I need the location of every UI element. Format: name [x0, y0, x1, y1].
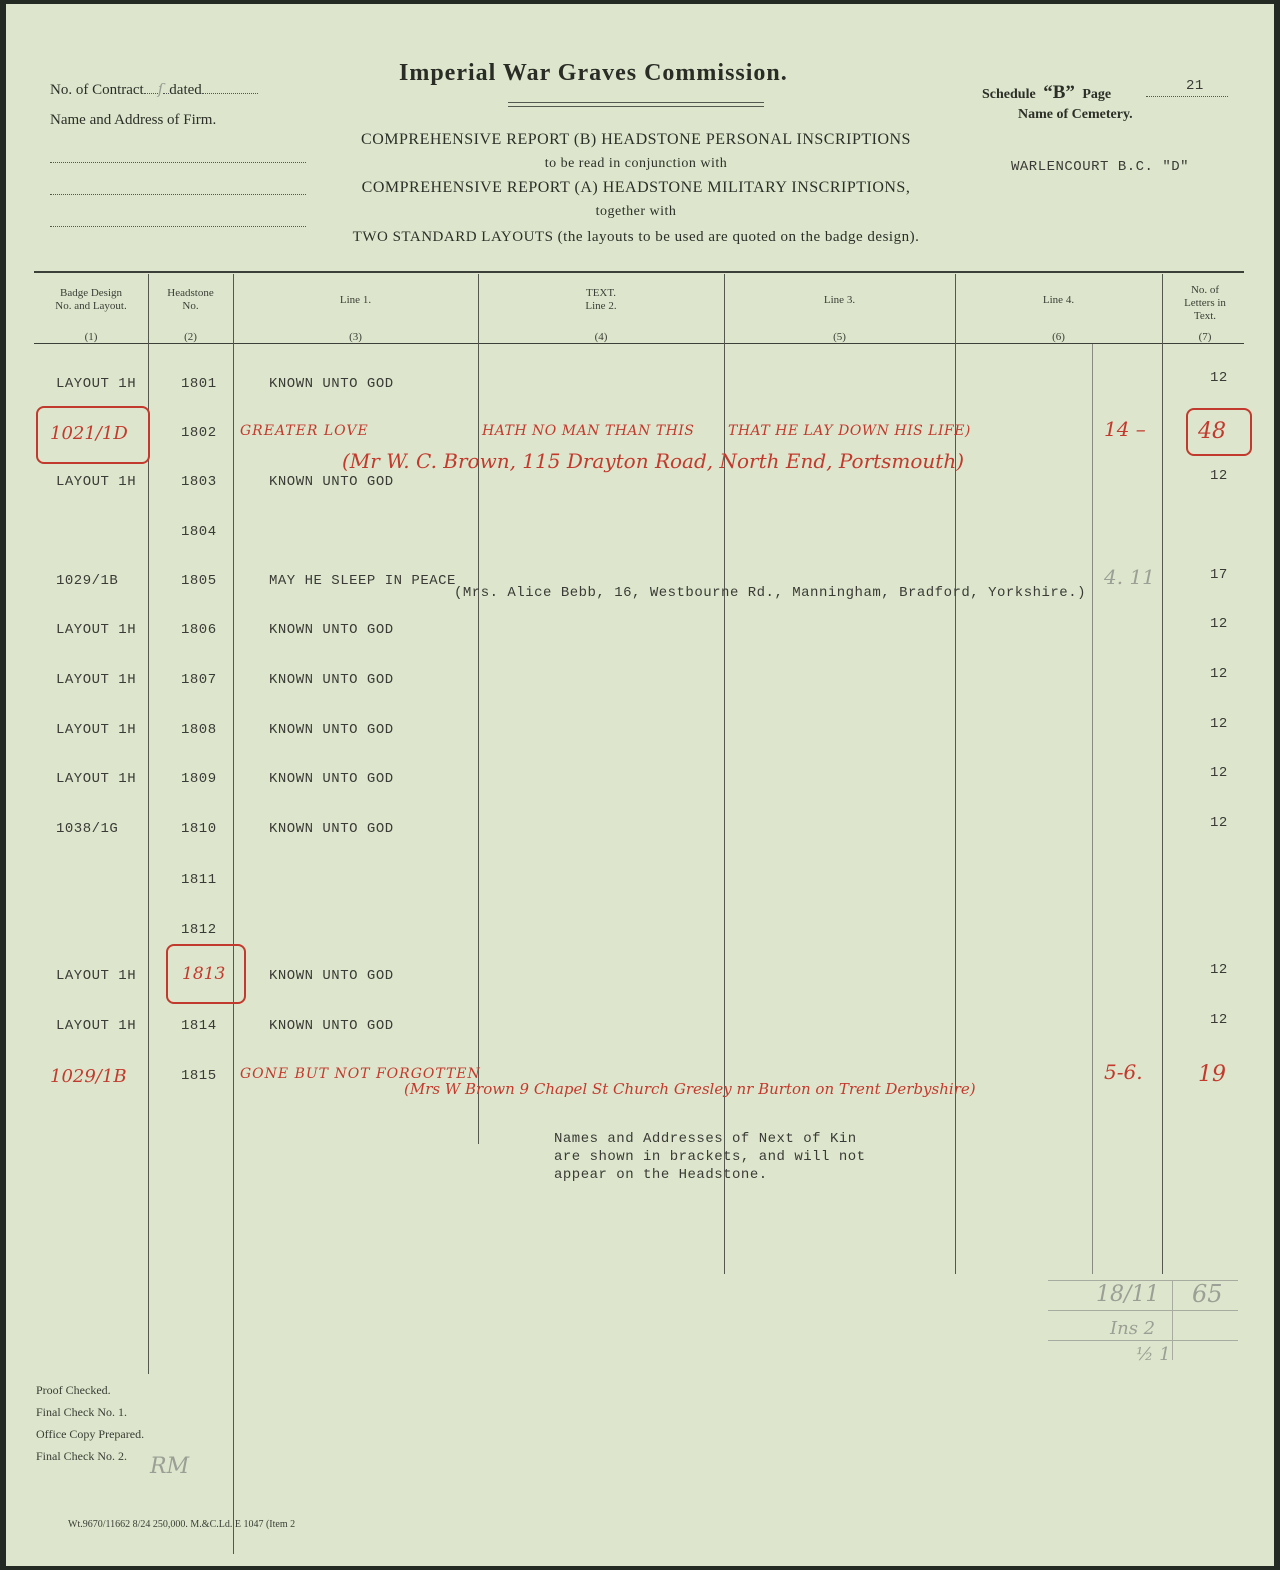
document-sheet	[6, 4, 1274, 1566]
column-number-7: (7)	[1198, 331, 1212, 343]
column-number-1: (1)	[84, 331, 98, 343]
contract-label: No. of Contract	[50, 82, 144, 98]
letter-count: 12	[1210, 962, 1228, 978]
column-header-1: Badge Design No. and Layout.	[55, 287, 127, 312]
table-header-rule	[34, 343, 1244, 344]
column-header-6: Line 4.	[1042, 294, 1075, 306]
badge-design: LAYOUT 1H	[56, 771, 137, 787]
cemetery-label: Name of Cemetery.	[1018, 107, 1133, 122]
badge-design: LAYOUT 1H	[56, 722, 137, 738]
headstone-number: 1805	[181, 573, 217, 589]
text-line-3: THAT HE LAY DOWN HIS LIFE)	[728, 423, 971, 439]
headstone-number: 1815	[181, 1068, 217, 1084]
text-line-2: HATH NO MAN THAN THIS	[482, 423, 695, 439]
title-rule-1	[508, 102, 764, 103]
report-line-4: together with	[595, 204, 677, 219]
contract-mark: ſ	[157, 80, 164, 98]
text-line-1: KNOWN UNTO GOD	[269, 672, 394, 688]
next-of-kin: (Mr W. C. Brown, 115 Drayton Road, North End, Portsmouth)	[342, 449, 965, 473]
headstone-number: 1814	[181, 1018, 217, 1034]
report-line-3: COMPREHENSIVE REPORT (A) HEADSTONE MILITARY INSCRIPTIONS,	[361, 179, 911, 196]
page-title: Imperial War Graves Commission.	[399, 60, 788, 86]
col-divider-6	[1162, 274, 1163, 1274]
col-divider-2	[233, 274, 234, 1554]
headstone-number: 1813	[182, 964, 226, 984]
text-line-1: KNOWN UNTO GOD	[269, 722, 394, 738]
next-of-kin: (Mrs W Brown 9 Chapel St Church Gresley nr Burton on Trent Derbyshire)	[404, 1080, 976, 1098]
headstone-number: 1812	[181, 922, 217, 938]
report-line-5: TWO STANDARD LAYOUTS (the layouts to be used are quoted on the badge design).	[352, 229, 920, 245]
text-line-1: KNOWN UNTO GOD	[269, 1018, 394, 1034]
column-number-2: (2)	[184, 331, 197, 343]
letter-count: 19	[1198, 1062, 1226, 1087]
headstone-number: 1808	[181, 722, 217, 738]
schedule-label: Schedule	[982, 87, 1036, 102]
column-number-3: (3)	[349, 331, 362, 343]
badge-design: LAYOUT 1H	[56, 968, 137, 984]
table-top-rule	[34, 271, 1244, 273]
red-ink-circle	[1186, 408, 1252, 456]
badge-design: LAYOUT 1H	[56, 672, 137, 688]
text-line-1: KNOWN UNTO GOD	[269, 968, 394, 984]
text-line-1: GONE BUT NOT FORGOTTEN	[240, 1066, 481, 1082]
tally-rule-2	[1048, 1310, 1238, 1311]
headstone-number: 1809	[181, 771, 217, 787]
text-line-1: KNOWN UNTO GOD	[269, 821, 394, 837]
headstone-number: 1801	[181, 376, 217, 392]
letter-count: 12	[1210, 1012, 1228, 1028]
tally-divider	[1172, 1280, 1173, 1360]
schedule-field	[982, 82, 1111, 104]
headstone-number: 1811	[181, 872, 217, 888]
column-header-7: No. of Letters in Text.	[1184, 284, 1226, 322]
red-ink-circle	[166, 944, 246, 1004]
headstone-number: 1806	[181, 622, 217, 638]
text-line-1: GREATER LOVE	[240, 423, 369, 439]
badge-design: 1038/1G	[56, 821, 119, 837]
proof-checked: Proof Checked.	[36, 1383, 111, 1397]
title-rule-2	[508, 106, 764, 107]
headstone-number: 1804	[181, 524, 217, 540]
letter-count: 12	[1210, 815, 1228, 831]
office-copy: Office Copy Prepared.	[36, 1427, 145, 1441]
check-mark: 14 –	[1104, 417, 1146, 441]
next-of-kin: (Mrs. Alice Bebb, 16, Westbourne Rd., Manningham, Bradford, Yorkshire.)	[454, 585, 1086, 601]
column-header-4: TEXT. Line 2.	[585, 287, 617, 312]
column-number-5: (5)	[833, 331, 846, 343]
footer-print-code: Wt.9670/11662 8/24 250,000. M.&C.Ld. E 1047 (Item 2	[68, 1519, 296, 1530]
column-number-6: (6)	[1052, 331, 1065, 343]
letter-count: 17	[1210, 567, 1228, 583]
schedule-value: “B”	[1043, 82, 1075, 103]
note-line-2: are shown in brackets, and will not	[554, 1149, 866, 1165]
report-line-1: COMPREHENSIVE REPORT (B) HEADSTONE PERSONAL INSCRIPTIONS	[361, 131, 911, 148]
text-line-1: KNOWN UNTO GOD	[269, 474, 394, 490]
check-mark: 4. 11	[1104, 565, 1155, 589]
badge-design: LAYOUT 1H	[56, 1018, 137, 1034]
firm-line-1	[50, 162, 306, 163]
headstone-number: 1802	[181, 425, 217, 441]
letter-count: 48	[1198, 419, 1226, 444]
note-line-3: appear on the Headstone.	[554, 1167, 768, 1183]
cemetery-name: WARLENCOURT B.C. "D"	[1011, 159, 1190, 175]
letter-count: 12	[1210, 666, 1228, 682]
margin-line	[1092, 344, 1093, 1274]
final-check-1: Final Check No. 1.	[36, 1405, 127, 1419]
letter-count: 12	[1210, 765, 1228, 781]
text-line-1: MAY HE SLEEP IN PEACE	[269, 573, 456, 589]
letter-count: 12	[1210, 616, 1228, 632]
column-number-4: (4)	[594, 331, 608, 343]
badge-design: LAYOUT 1H	[56, 622, 137, 638]
contract-field	[50, 80, 258, 99]
letter-count: 12	[1210, 716, 1228, 732]
next-of-kin-note	[554, 1130, 866, 1184]
letter-count: 12	[1210, 370, 1228, 386]
page-line	[1146, 96, 1228, 97]
pencil-half: ½ 1	[1136, 1344, 1171, 1365]
pencil-total: 65	[1192, 1280, 1223, 1308]
firm-line-3	[50, 226, 306, 227]
tally-rule-3	[1048, 1340, 1238, 1341]
final-check-2: Final Check No. 2.	[36, 1449, 127, 1463]
headstone-number: 1803	[181, 474, 217, 490]
headstone-number: 1807	[181, 672, 217, 688]
red-ink-circle	[36, 406, 150, 464]
badge-design: LAYOUT 1H	[56, 474, 137, 490]
letter-count: 12	[1210, 468, 1228, 484]
pencil-ins: Ins 2	[1110, 1318, 1156, 1339]
text-line-1: KNOWN UNTO GOD	[269, 376, 394, 392]
firm-line-2	[50, 194, 306, 195]
badge-design: 1029/1B	[56, 573, 119, 589]
badge-design: 1029/1B	[50, 1066, 127, 1087]
badge-design: 1021/1D	[50, 423, 128, 444]
col-divider-3	[478, 274, 479, 1144]
column-header-2: Headstone No.	[167, 287, 214, 312]
pencil-date: 18/11	[1096, 1282, 1160, 1307]
column-header-5: Line 3.	[823, 294, 856, 306]
col-divider-4	[724, 274, 725, 1274]
note-line-1: Names and Addresses of Next of Kin	[554, 1131, 857, 1147]
badge-design: LAYOUT 1H	[56, 376, 137, 392]
text-line-1: KNOWN UNTO GOD	[269, 771, 394, 787]
page-number: 21	[1186, 78, 1204, 94]
report-line-2: to be read in conjunction with	[544, 156, 728, 171]
headstone-number: 1810	[181, 821, 217, 837]
check-mark: 5-6.	[1104, 1060, 1143, 1084]
firm-label: Name and Address of Firm.	[50, 112, 217, 128]
text-line-1: KNOWN UNTO GOD	[269, 622, 394, 638]
dated-label: dated	[169, 82, 202, 98]
column-header-3: Line 1.	[339, 294, 372, 306]
page-label: Page	[1082, 87, 1112, 102]
initials: RM	[150, 1454, 190, 1479]
